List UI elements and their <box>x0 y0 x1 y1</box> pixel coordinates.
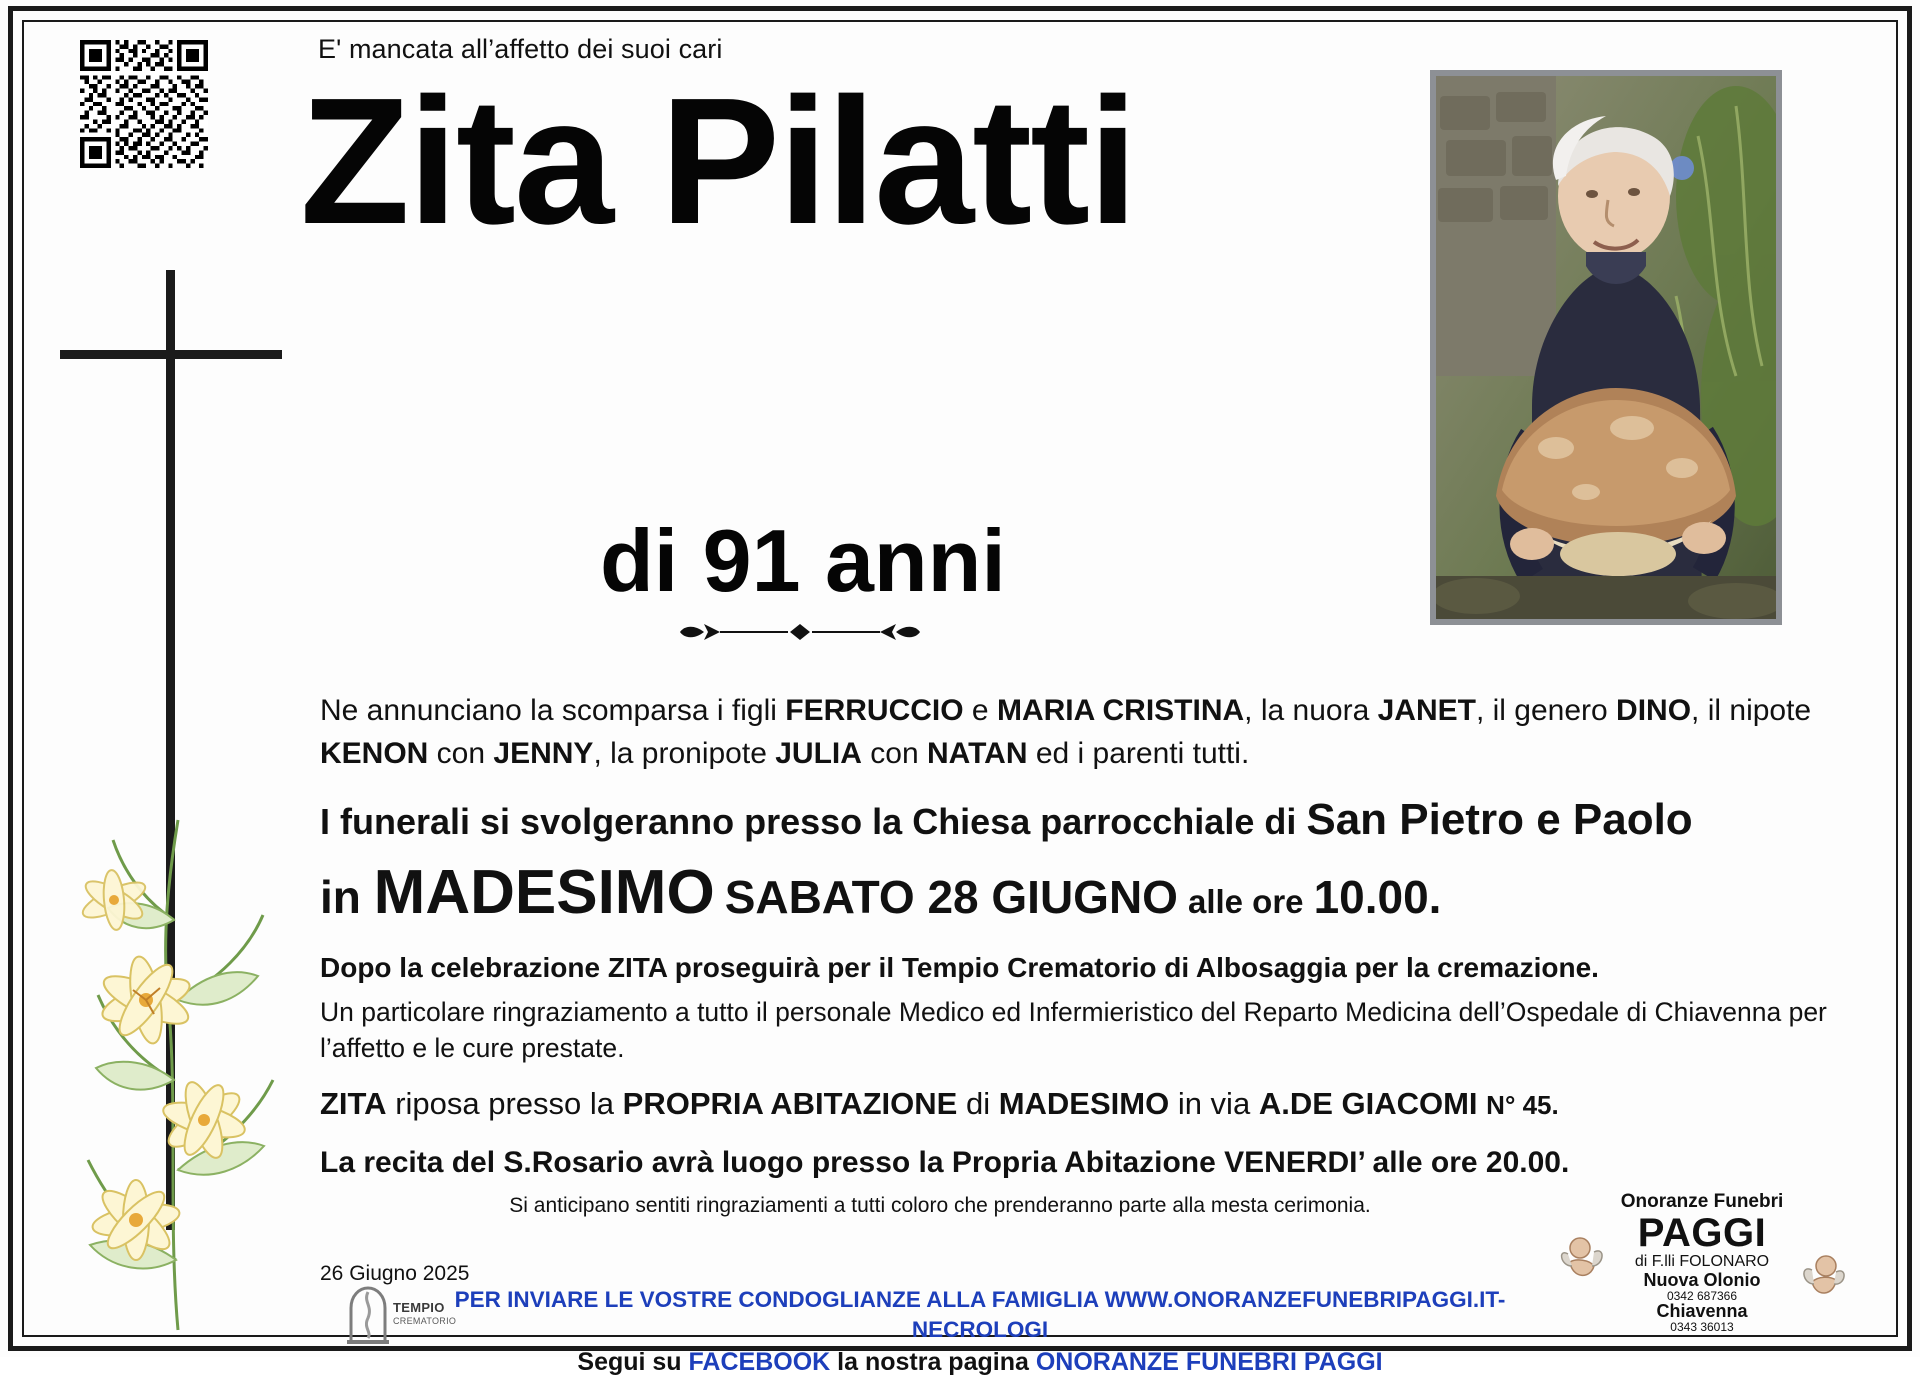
announcement-part6: , la pronipote <box>593 736 776 770</box>
agency-phone-2: 0343 36013 <box>1670 1320 1734 1335</box>
repose-number: N° 45. <box>1486 1090 1559 1121</box>
announcement-e: e <box>963 694 997 727</box>
thanks-line: Un particolare ringraziamento a tutto il personale Medico ed Infermieristico del Reparto Medicina dell’Ospedale di Chiavenna per l’affetto e le cure prestate. <box>320 997 1827 1064</box>
repose-mid1: riposa presso la <box>386 1086 623 1122</box>
corner-ornament-bottom-right <box>1874 1313 1910 1349</box>
funeral-town: MADESIMO <box>373 858 715 928</box>
repose-name: ZITA <box>320 1086 387 1122</box>
funeral-time-label: alle ore <box>1187 883 1304 921</box>
footer-line-2 <box>420 1346 1540 1380</box>
agency-city-2: Chiavenna <box>1656 1301 1748 1322</box>
grandson-name: KENON <box>320 736 429 770</box>
agency-phone-1: 0342 687366 <box>1666 1288 1738 1303</box>
portrait-photo <box>1430 70 1782 625</box>
qr-code-icon[interactable] <box>80 40 208 168</box>
announcement-part4: , il nipote <box>1691 694 1812 727</box>
facebook-link[interactable]: FACEBOOK <box>688 1347 831 1376</box>
obituary-body <box>320 690 1850 1222</box>
agency-line1: Onoranze Funebri <box>1620 1191 1784 1212</box>
announcement-part1: Ne annunciano la scomparsa i figli <box>320 694 786 727</box>
lily-flowers-illustration <box>28 700 328 1340</box>
daughter-name: MARIA CRISTINA <box>996 694 1245 727</box>
announcement-part3: , il genero <box>1475 694 1617 727</box>
funeral-in-label: in <box>320 871 374 924</box>
facebook-page-name[interactable]: ONORANZE FUNEBRI PAGGI <box>1035 1347 1383 1376</box>
great-grandchild-partner-name: NATAN <box>926 736 1028 770</box>
footer-line-1[interactable]: PER INVIARE LE VOSTRE CONDOGLIANZE ALLA FAMIGLIA WWW.ONORANZEFUNEBRIPAGGI.IT-NECROLOGI <box>454 1287 1506 1343</box>
preamble-text: E' mancata all’affetto dei suoi cari <box>318 34 723 64</box>
corner-ornament-top-left <box>10 8 46 44</box>
repose-line <box>320 1084 1850 1124</box>
funeral-location-line <box>320 791 1850 848</box>
funeral-day: SABATO 28 GIUGNO <box>724 871 1178 924</box>
announcement-paragraph <box>320 690 1850 775</box>
announcement-part8: ed i parenti tutti. <box>1027 736 1250 770</box>
funeral-agency-logo <box>1568 1192 1836 1340</box>
publication-date: 26 Giugno 2025 <box>320 1262 470 1285</box>
repose-street: A.DE GIACOMI <box>1258 1086 1478 1122</box>
page-title: Zita Pilatti <box>300 61 1137 262</box>
grandson-partner-name: JENNY <box>493 736 594 770</box>
announcement-part7: con <box>861 736 927 770</box>
divider-ornament <box>600 618 1000 646</box>
daughter-in-law-name: JANET <box>1377 694 1476 727</box>
footer-follow-label: Segui su <box>577 1347 689 1376</box>
crematorium-sub: CREMATORIO <box>393 1316 457 1326</box>
funeral-time: 10.00. <box>1313 871 1442 924</box>
son-name: FERRUCCIO <box>785 694 964 727</box>
funeral-prefix: I funerali si svolgeranno presso la Chiesa parrocchiale di <box>320 801 1307 843</box>
corner-ornament-top-right <box>1874 8 1910 44</box>
repose-town: MADESIMO <box>998 1086 1170 1122</box>
repose-mid2: di <box>957 1086 999 1122</box>
footer-page-label: la nostra pagina <box>830 1347 1036 1376</box>
funeral-and: e <box>1523 795 1573 845</box>
cherub-right-icon <box>1800 1250 1846 1308</box>
age-text: di 91 anni <box>600 511 1006 610</box>
crematorium-name: TEMPIO <box>393 1300 445 1315</box>
repose-place-label: PROPRIA ABITAZIONE <box>622 1086 958 1122</box>
announcement-part2: , la nuora <box>1244 694 1378 727</box>
great-granddaughter-name: JULIA <box>775 736 862 770</box>
repose-mid3: in via <box>1169 1086 1259 1122</box>
son-in-law-name: DINO <box>1616 694 1692 727</box>
closing-line: Si anticipano sentiti ringraziamenti a tutti coloro che prenderanno parte alla mesta cerimonia. <box>509 1193 1371 1217</box>
cremation-line: Dopo la celebrazione ZITA proseguirà per il Tempio Crematorio di Albosaggia per la cremazione. <box>320 951 1599 983</box>
cherub-left-icon <box>1560 1232 1606 1290</box>
rosary-line: La recita del S.Rosario avrà luogo presso la Propria Abitazione VENERDI’ alle ore 20.00. <box>320 1145 1570 1179</box>
church-name-1: San Pietro <box>1306 795 1524 845</box>
agency-city-1: Nuova Olonio <box>1643 1269 1761 1290</box>
church-name-2: Paolo <box>1572 795 1693 845</box>
announcement-part5: con <box>428 736 494 770</box>
agency-name: PAGGI <box>1637 1210 1767 1255</box>
footer-links <box>420 1285 1540 1380</box>
funeral-time-line <box>320 854 1850 932</box>
agency-line2: di F.lli FOLONARO <box>1634 1252 1770 1270</box>
